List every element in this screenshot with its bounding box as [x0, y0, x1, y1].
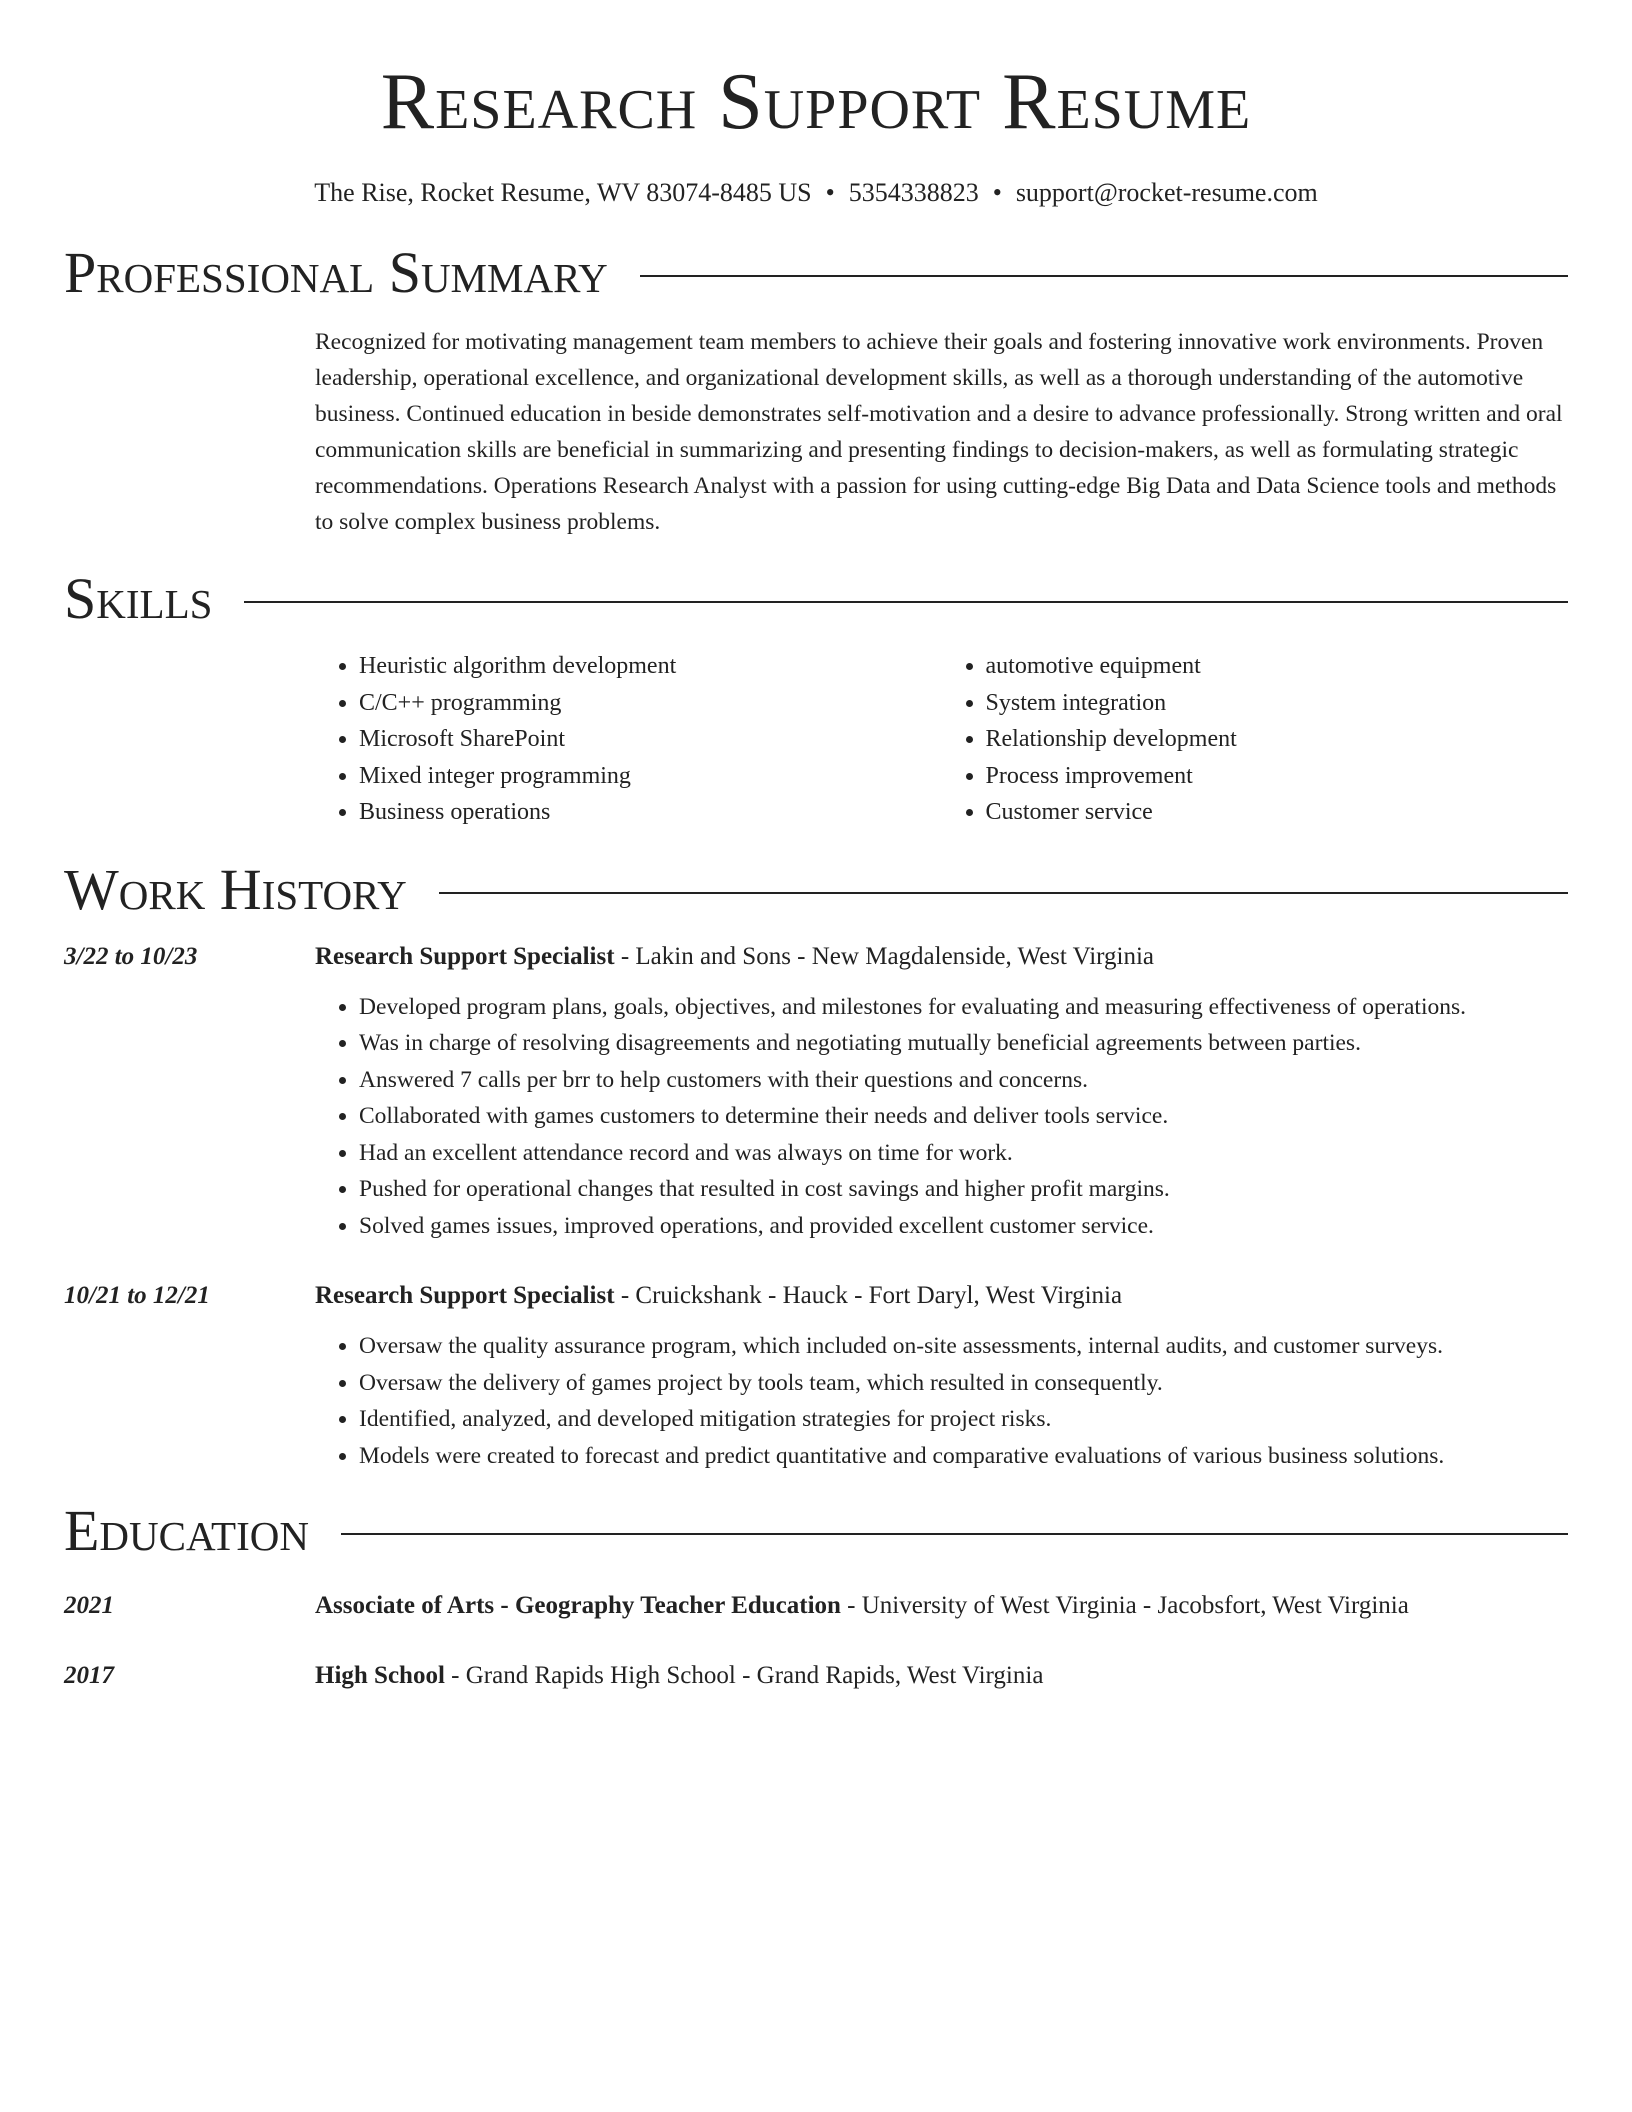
section-divider: [341, 1533, 1568, 1535]
summary-text: Recognized for motivating management team members to achieve their goals and fostering innovative work environments. Proven leadership, operational excellence, and organizational development skills, as well as a thorough understanding of the automotive business. Continued education in beside demonstrates self-motivation and a desire to advance professionally. Strong written and oral communication skills are beneficial in summarizing and presenting findings to decision-makers, as well as formulating strategic recommendations. Operations Research Analyst with a passion for using cutting-edge Big Data and Data Science tools and methods to solve complex business problems.: [315, 329, 1563, 535]
job-title: Research Support Specialist: [315, 1282, 615, 1309]
job-bullet: • Answered 7 calls per brr to help customers with their questions and concerns.: [359, 1062, 1466, 1099]
job-bullet: • Oversaw the quality assurance program, which included on-site assessments, internal audits, and customer surveys.: [359, 1328, 1444, 1365]
education-degree: High School: [315, 1662, 445, 1689]
job-entry: [64, 939, 1568, 1245]
skill-item: • Mixed integer programming: [359, 758, 942, 795]
work-section-header: [64, 856, 1568, 922]
job-entry: [64, 1278, 1568, 1474]
skills-right-column: [942, 648, 1569, 831]
skills-heading: Skills: [64, 566, 213, 631]
job-bullet: • Developed program plans, goals, objectives, and milestones for evaluating and measuring effectiveness of operations.: [359, 989, 1466, 1026]
education-title-line: [315, 1588, 1409, 1624]
job-bullet: • Was in charge of resolving disagreements and negotiating mutually beneficial agreements between parties.: [359, 1025, 1466, 1062]
job-body: [315, 939, 1466, 1245]
education-section-header: [64, 1498, 1568, 1563]
education-date: 2017: [64, 1662, 114, 1689]
job-body: [315, 1278, 1444, 1474]
education-list: [64, 1588, 1568, 1694]
section-divider: [439, 892, 1568, 894]
job-bullet: • Models were created to forecast and predict quantitative and comparative evaluations of various business solutions.: [359, 1438, 1444, 1475]
contact-email: support@rocket-resume.com: [1015, 178, 1318, 207]
job-bullet: • Solved games issues, improved operations, and provided excellent customer service.: [359, 1208, 1466, 1245]
education-date: 2021: [64, 1592, 114, 1619]
skill-item: • automotive equipment: [986, 648, 1569, 685]
section-divider: [244, 601, 1568, 603]
work-heading: Work History: [64, 856, 407, 922]
job-bullet: • Pushed for operational changes that resulted in cost savings and higher profit margins.: [359, 1171, 1466, 1208]
resume-title: Research Support Resume: [380, 58, 1252, 146]
summary-section-header: [64, 240, 1568, 305]
education-title-line: [315, 1658, 1043, 1694]
skill-item: • Relationship development: [986, 721, 1569, 758]
education-heading: Education: [64, 1498, 309, 1563]
job-date: 3/22 to 10/23: [64, 942, 198, 970]
skill-item: • Business operations: [359, 794, 942, 831]
skill-item: • System integration: [986, 685, 1569, 722]
education-degree: Associate of Arts - Geography Teacher Education: [315, 1592, 841, 1619]
section-divider: [640, 275, 1568, 277]
job-bullet: • Had an excellent attendance record and was always on time for work.: [359, 1135, 1466, 1172]
contact-line: [64, 180, 1568, 206]
education-entry: [64, 1658, 1568, 1694]
job-bullet: • Identified, analyzed, and developed mitigation strategies for project risks.: [359, 1401, 1444, 1438]
skill-item: • Heuristic algorithm development: [359, 648, 942, 685]
job-details: - Lakin and Sons - New Magdalenside, West Virginia: [614, 942, 1155, 970]
job-details: - Cruickshank - Hauck - Fort Daryl, West Virginia: [614, 1282, 1123, 1309]
contact-separator: •: [825, 178, 835, 207]
job-bullets: [315, 1328, 1444, 1474]
summary-heading: Professional Summary: [64, 240, 608, 305]
skills-section-header: [64, 566, 1568, 631]
skill-item: • Microsoft SharePoint: [359, 721, 942, 758]
job-title: Research Support Specialist: [315, 942, 615, 970]
job-bullet: • Collaborated with games customers to determine their needs and deliver tools service.: [359, 1098, 1466, 1135]
contact-separator: •: [992, 178, 1002, 207]
skill-item: • C/C++ programming: [359, 685, 942, 722]
education-entry: [64, 1588, 1568, 1624]
skill-item: • Customer service: [986, 794, 1569, 831]
job-bullets: [315, 989, 1466, 1245]
education-details: - University of West Virginia - Jacobsfort, West Virginia: [840, 1592, 1409, 1619]
skill-item: • Process improvement: [986, 758, 1569, 795]
contact-address: The Rise, Rocket Resume, WV 83074-8485 US: [314, 178, 812, 207]
contact-phone: 5354338823: [848, 178, 979, 207]
job-title-line: [315, 1278, 1444, 1314]
education-details: - Grand Rapids High School - Grand Rapids, West Virginia: [444, 1662, 1044, 1689]
job-date: 10/21 to 12/21: [64, 1282, 210, 1309]
skills-left-column: [315, 648, 942, 831]
job-title-line: [315, 939, 1466, 975]
skills-list: [315, 648, 1568, 831]
job-bullet: • Oversaw the delivery of games project by tools team, which resulted in consequently.: [359, 1365, 1444, 1402]
